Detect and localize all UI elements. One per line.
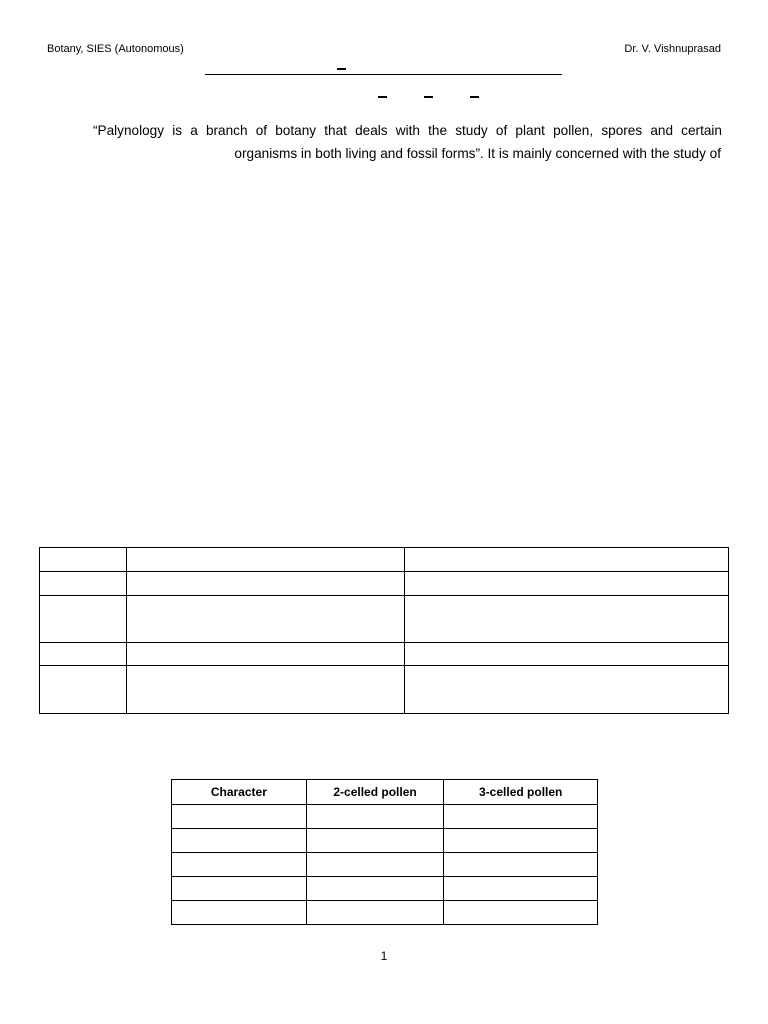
header-left: Botany, SIES (Autonomous)	[47, 43, 184, 55]
table-cell	[126, 666, 405, 714]
table-cell	[405, 666, 729, 714]
table-cell	[306, 853, 444, 877]
table-row	[172, 877, 598, 901]
table-cell	[172, 877, 307, 901]
table-row	[40, 596, 729, 643]
table-cell	[306, 877, 444, 901]
column-header-3-celled: 3-celled pollen	[444, 780, 598, 805]
table-cell	[306, 901, 444, 925]
table-cell	[172, 901, 307, 925]
pollen-comparison-table	[171, 779, 598, 925]
title-underline	[205, 74, 562, 75]
table-cell	[172, 805, 307, 829]
table-cell	[126, 596, 405, 643]
table-cell	[444, 901, 598, 925]
table-cell	[126, 548, 405, 572]
table-cell	[306, 805, 444, 829]
table-row	[172, 853, 598, 877]
subtitle-dash	[424, 96, 433, 98]
table-cell	[405, 643, 729, 666]
paragraph-line-1: “Palynology is a branch of botany that deals with the study of plant pollen, spores and certain	[93, 123, 722, 138]
page-number: 1	[380, 949, 388, 963]
table-cell	[40, 572, 127, 596]
table-cell	[444, 829, 598, 853]
column-header-2-celled: 2-celled pollen	[306, 780, 444, 805]
table-cell	[40, 643, 127, 666]
subtitle-dash	[378, 96, 387, 98]
column-header-character: Character	[172, 780, 307, 805]
table-cell	[126, 572, 405, 596]
table-cell	[306, 829, 444, 853]
table-cell	[40, 548, 127, 572]
table-row	[172, 805, 598, 829]
table-cell	[444, 853, 598, 877]
table-cell	[405, 548, 729, 572]
title-dash	[337, 68, 346, 70]
table-header-row	[172, 780, 598, 805]
table-cell	[40, 666, 127, 714]
header-right: Dr. V. Vishnuprasad	[624, 43, 721, 55]
table-row	[40, 572, 729, 596]
table-cell	[126, 643, 405, 666]
table-cell	[444, 877, 598, 901]
table-cell	[172, 829, 307, 853]
table-cell	[405, 572, 729, 596]
table-row	[172, 901, 598, 925]
table-row	[40, 643, 729, 666]
table-row	[40, 666, 729, 714]
table-row	[40, 548, 729, 572]
table-cell	[444, 805, 598, 829]
table-cell	[172, 853, 307, 877]
table-cell	[40, 596, 127, 643]
subtitle-dash	[470, 96, 479, 98]
comparison-table	[39, 547, 729, 714]
table-row	[172, 829, 598, 853]
table-cell	[405, 596, 729, 643]
paragraph-line-2: organisms in both living and fossil forms”. It is mainly concerned with the study of	[234, 146, 721, 161]
